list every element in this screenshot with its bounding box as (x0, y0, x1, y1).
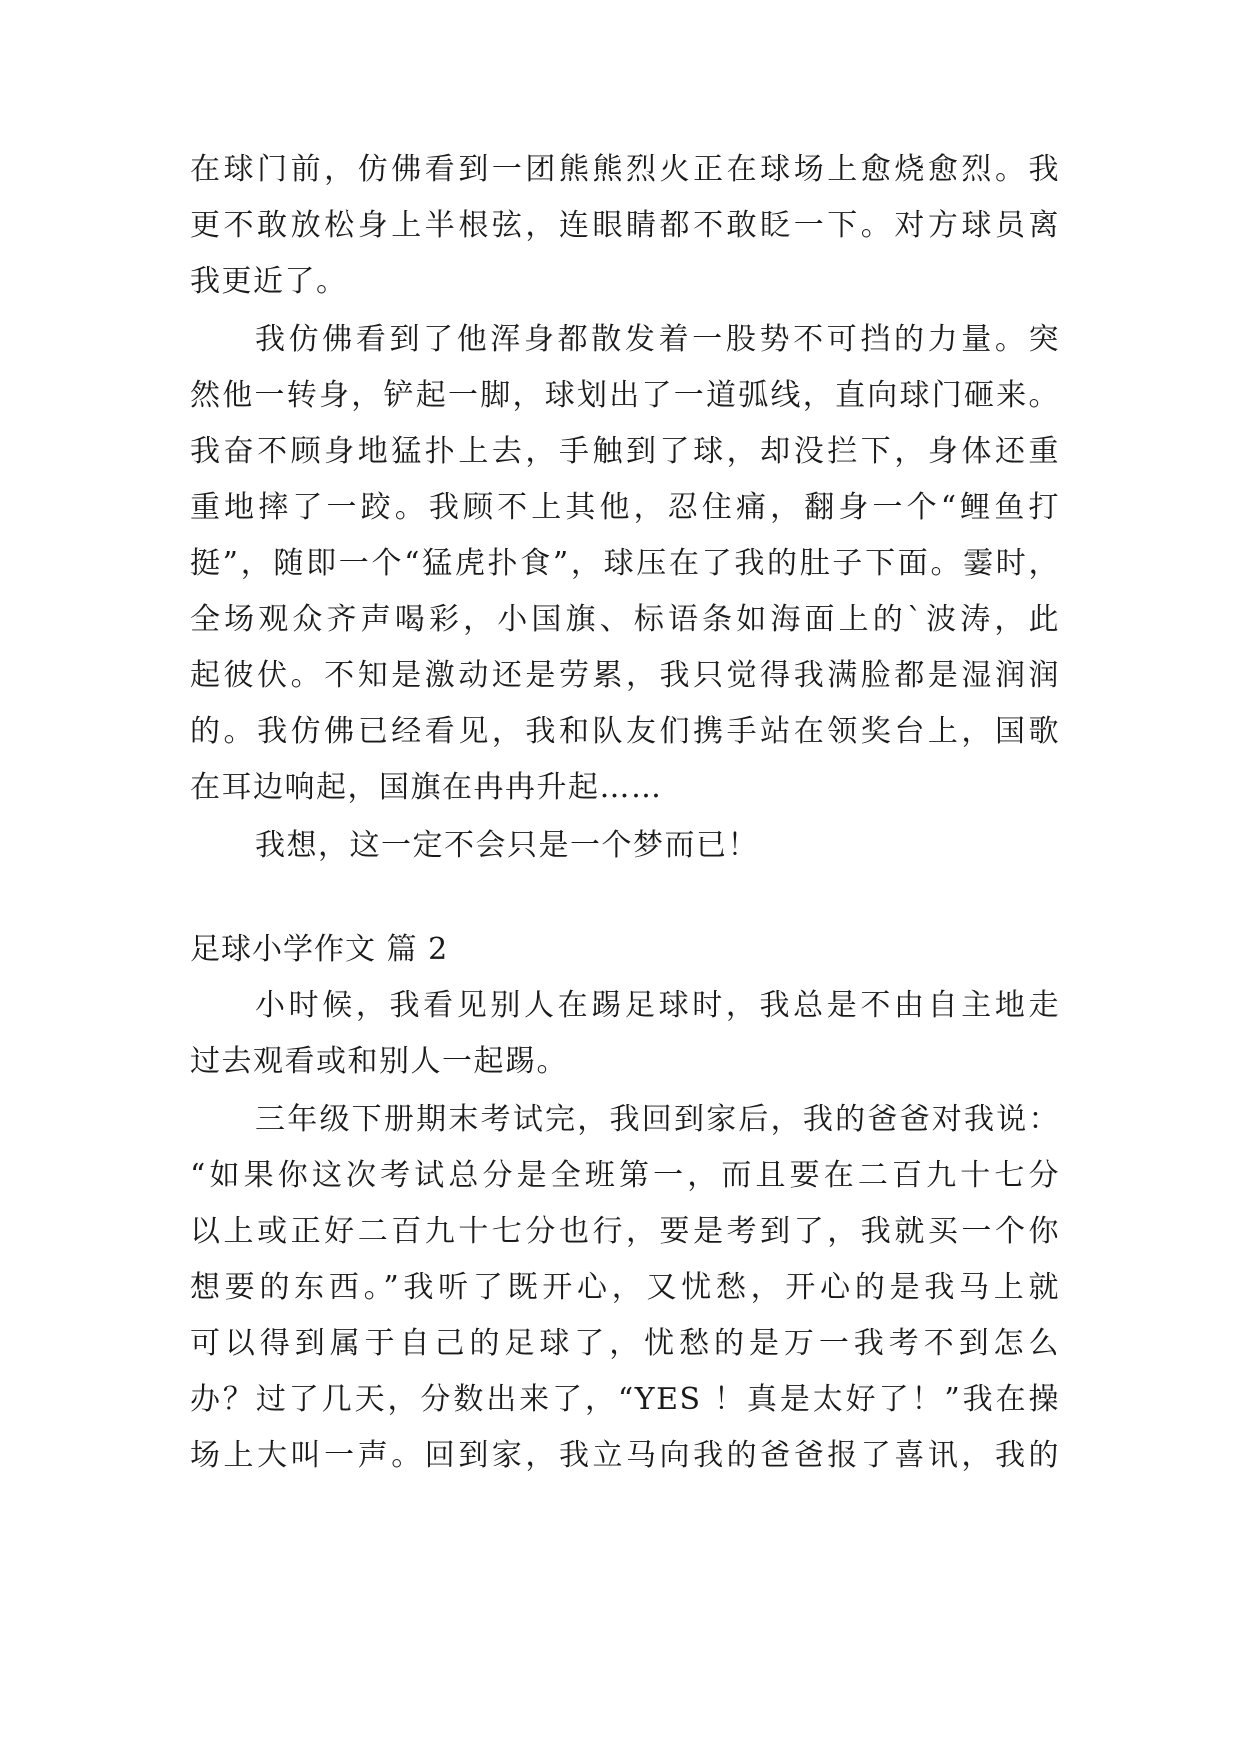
text-line: 在耳边响起，国旗在冉冉升起…… (190, 770, 663, 805)
text-line: 小时候，我看见别人在踢足球时，我总是不由自主地走 (255, 988, 1060, 1023)
text-line: 在球门前，仿佛看到一团熊熊烈火正在球场上愈烧愈烈。我 (190, 152, 1060, 187)
text-line: 更不敢放松身上半根弦，连眼睛都不敢眨一下。对方球员离 (190, 208, 1060, 243)
text-line: 的。我仿佛已经看见，我和队友们携手站在领奖台上，国歌 (190, 714, 1060, 749)
text-line: 三年级下册期末考试完，我回到家后，我的爸爸对我说： (255, 1102, 1060, 1137)
text-line: 起彼伏。不知是激动还是劳累，我只觉得我满脸都是湿润润 (190, 658, 1060, 693)
text-line: 办？过了几天，分数出来了，“YES ！真是太好了！”我在操 (190, 1382, 1060, 1417)
text-line: 全场观众齐声喝彩，小国旗、标语条如海面上的`波涛，此 (190, 602, 1060, 637)
text-line: 过去观看或和别人一起踢。 (190, 1044, 568, 1079)
text-line: “如果你这次考试总分是全班第一，而且要在二百九十七分 (190, 1158, 1060, 1193)
text-line: 想要的东西。”我听了既开心，又忧愁，开心的是我马上就 (190, 1270, 1060, 1305)
section-heading: 足球小学作文 篇 2 (190, 932, 449, 967)
text-line: 可以得到属于自己的足球了，忧愁的是万一我考不到怎么 (190, 1326, 1060, 1361)
text-line: 我奋不顾身地猛扑上去，手触到了球，却没拦下，身体还重 (190, 434, 1060, 469)
text-line: 挺”，随即一个“猛虎扑食”，球压在了我的肚子下面。霎时， (190, 546, 1060, 581)
text-line: 重地摔了一跤。我顾不上其他，忍住痛，翻身一个“鲤鱼打 (190, 490, 1060, 525)
text-line: 我更近了。 (190, 264, 348, 299)
text-line: 场上大叫一声。回到家，我立马向我的爸爸报了喜讯，我的 (190, 1438, 1060, 1473)
text-line: 然他一转身，铲起一脚，球划出了一道弧线，直向球门砸来。 (190, 378, 1060, 413)
text-line: 我想，这一定不会只是一个梦而已！ (255, 828, 759, 863)
text-line: 我仿佛看到了他浑身都散发着一股势不可挡的力量。突 (255, 322, 1060, 357)
text-line: 以上或正好二百九十七分也行，要是考到了，我就买一个你 (190, 1214, 1060, 1249)
